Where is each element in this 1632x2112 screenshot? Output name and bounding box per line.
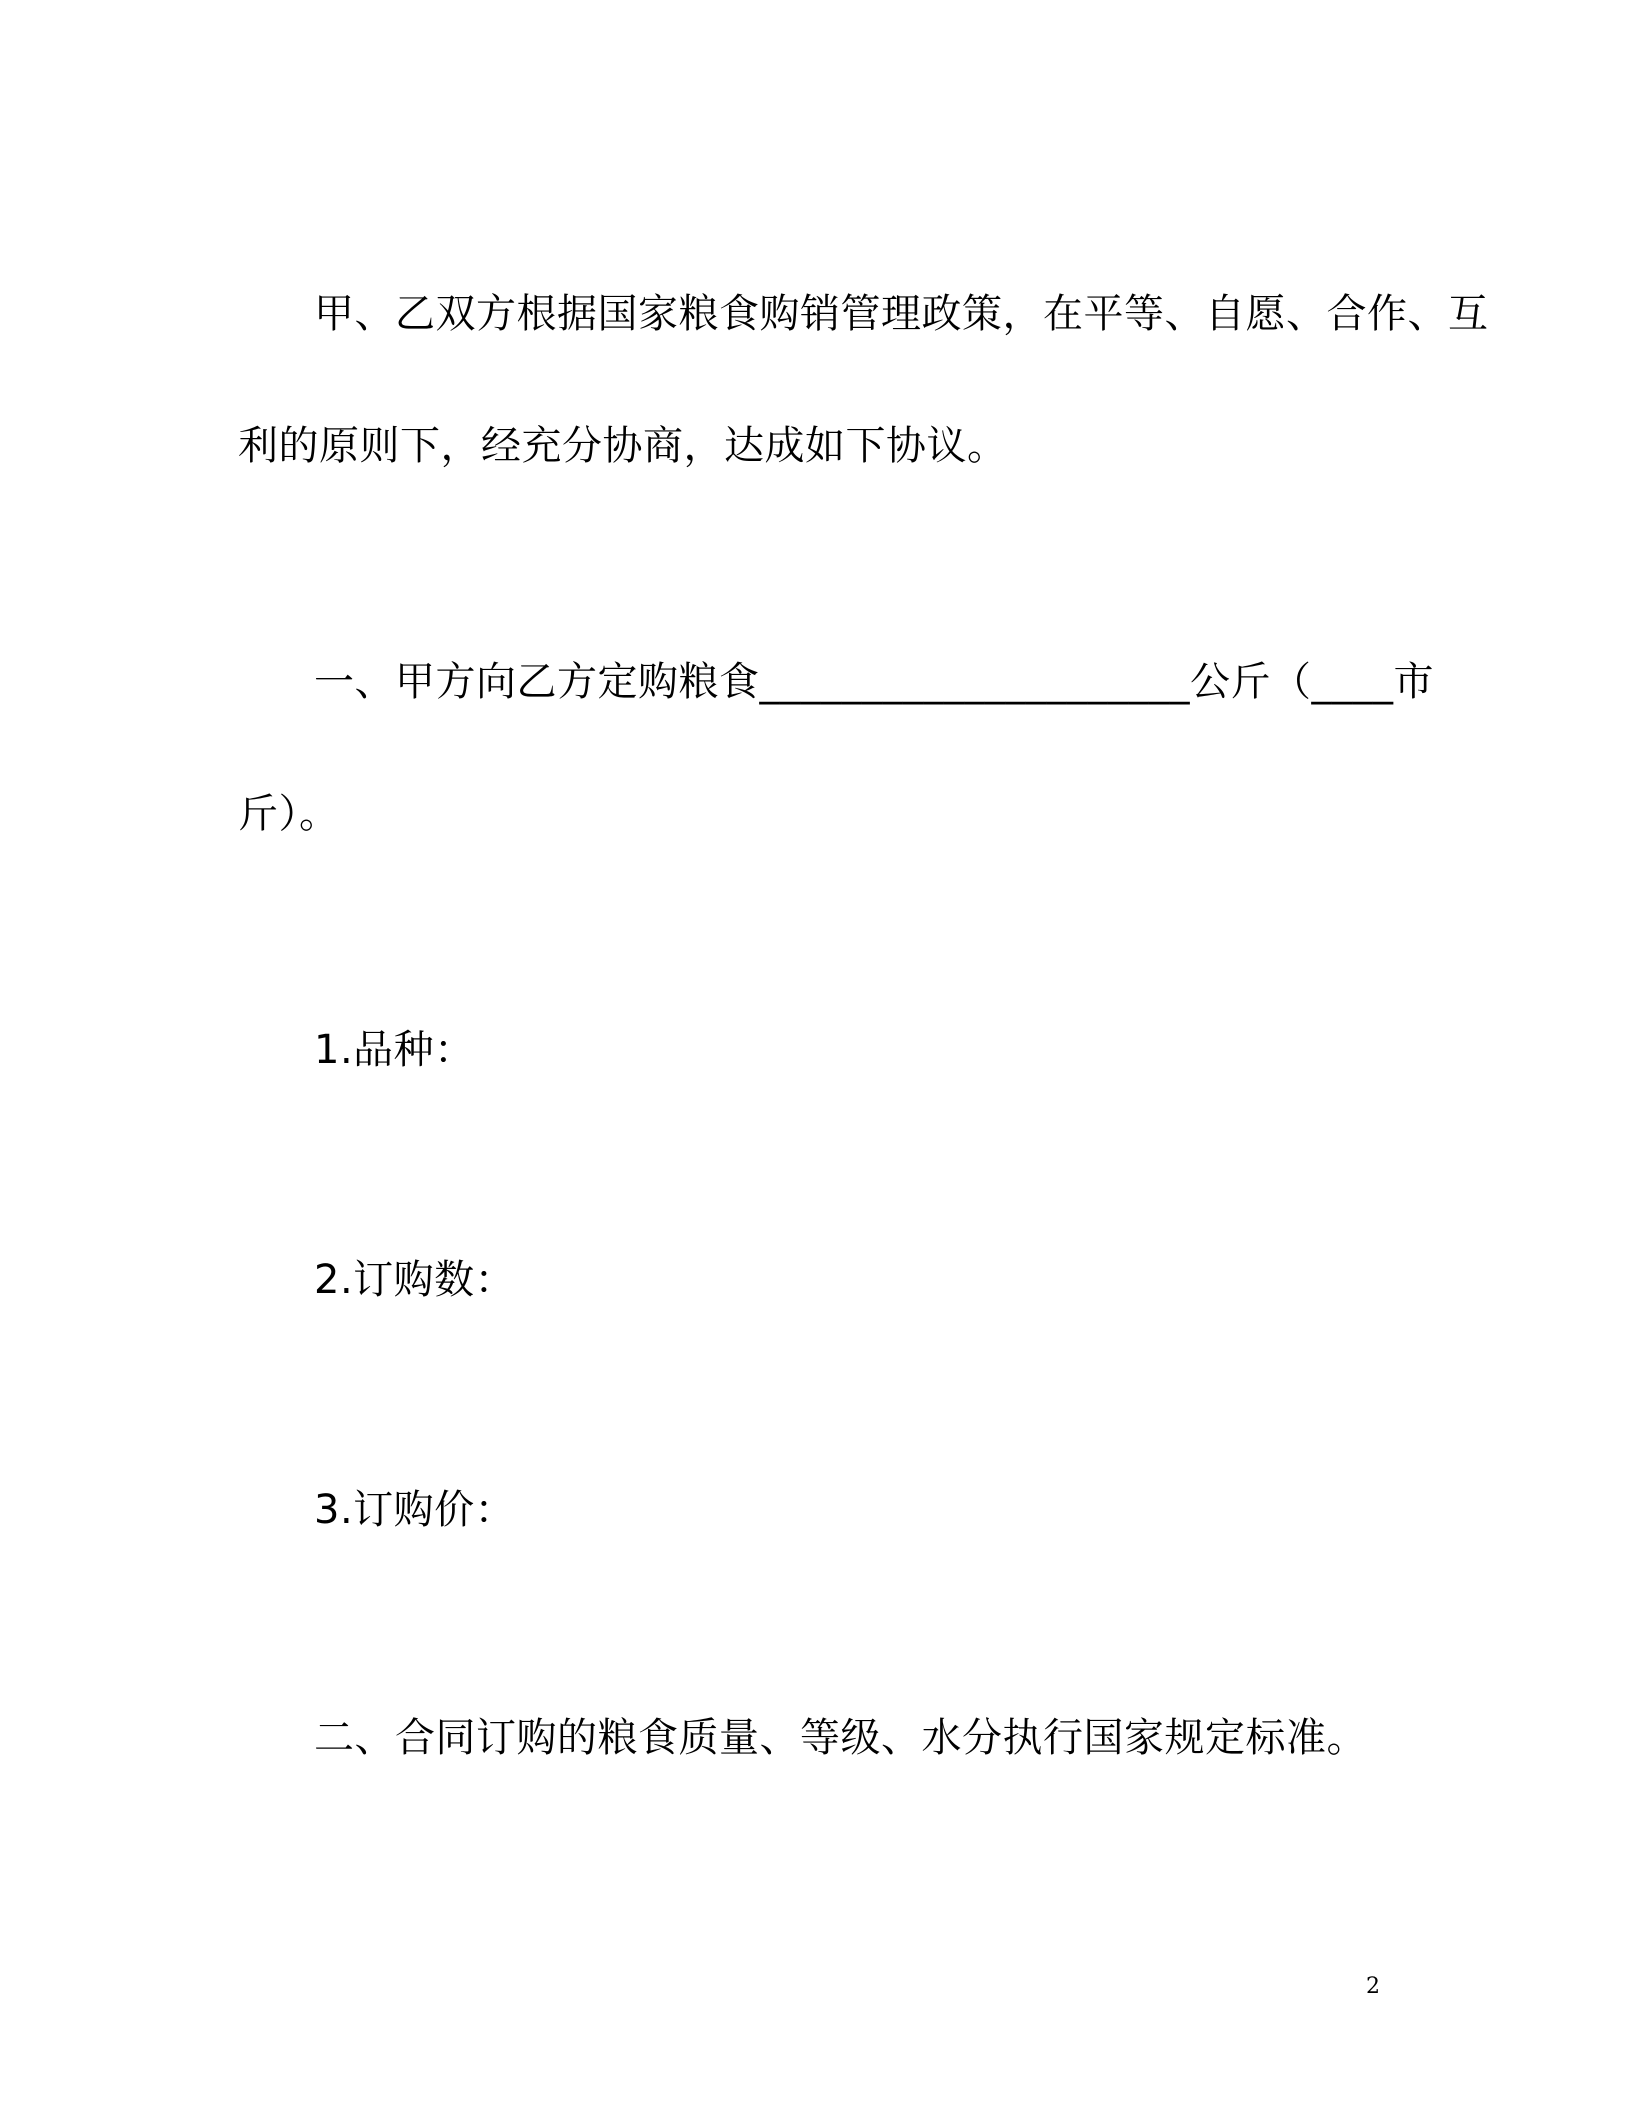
item-order-price: 3.订购价： bbox=[314, 1487, 516, 1533]
intro-paragraph-line-2: 利的原则下，经充分协商，达成如下协议。 bbox=[238, 423, 1008, 469]
clause-one-line-1: 一、甲方向乙方定购粮食_____________________公斤（____市 bbox=[314, 659, 1434, 705]
item-order-quantity: 2.订购数： bbox=[314, 1257, 516, 1303]
item-variety: 1.品种： bbox=[314, 1027, 475, 1073]
intro-paragraph-line-1: 甲、乙双方根据国家粮食购销管理政策，在平等、自愿、合作、互 bbox=[314, 291, 1489, 337]
clause-two: 二、合同订购的粮食质量、等级、水分执行国家规定标准。 bbox=[314, 1715, 1367, 1761]
clause-one-line-2: 斤）。 bbox=[238, 791, 340, 837]
page-number: 2 bbox=[1366, 1974, 1380, 1999]
